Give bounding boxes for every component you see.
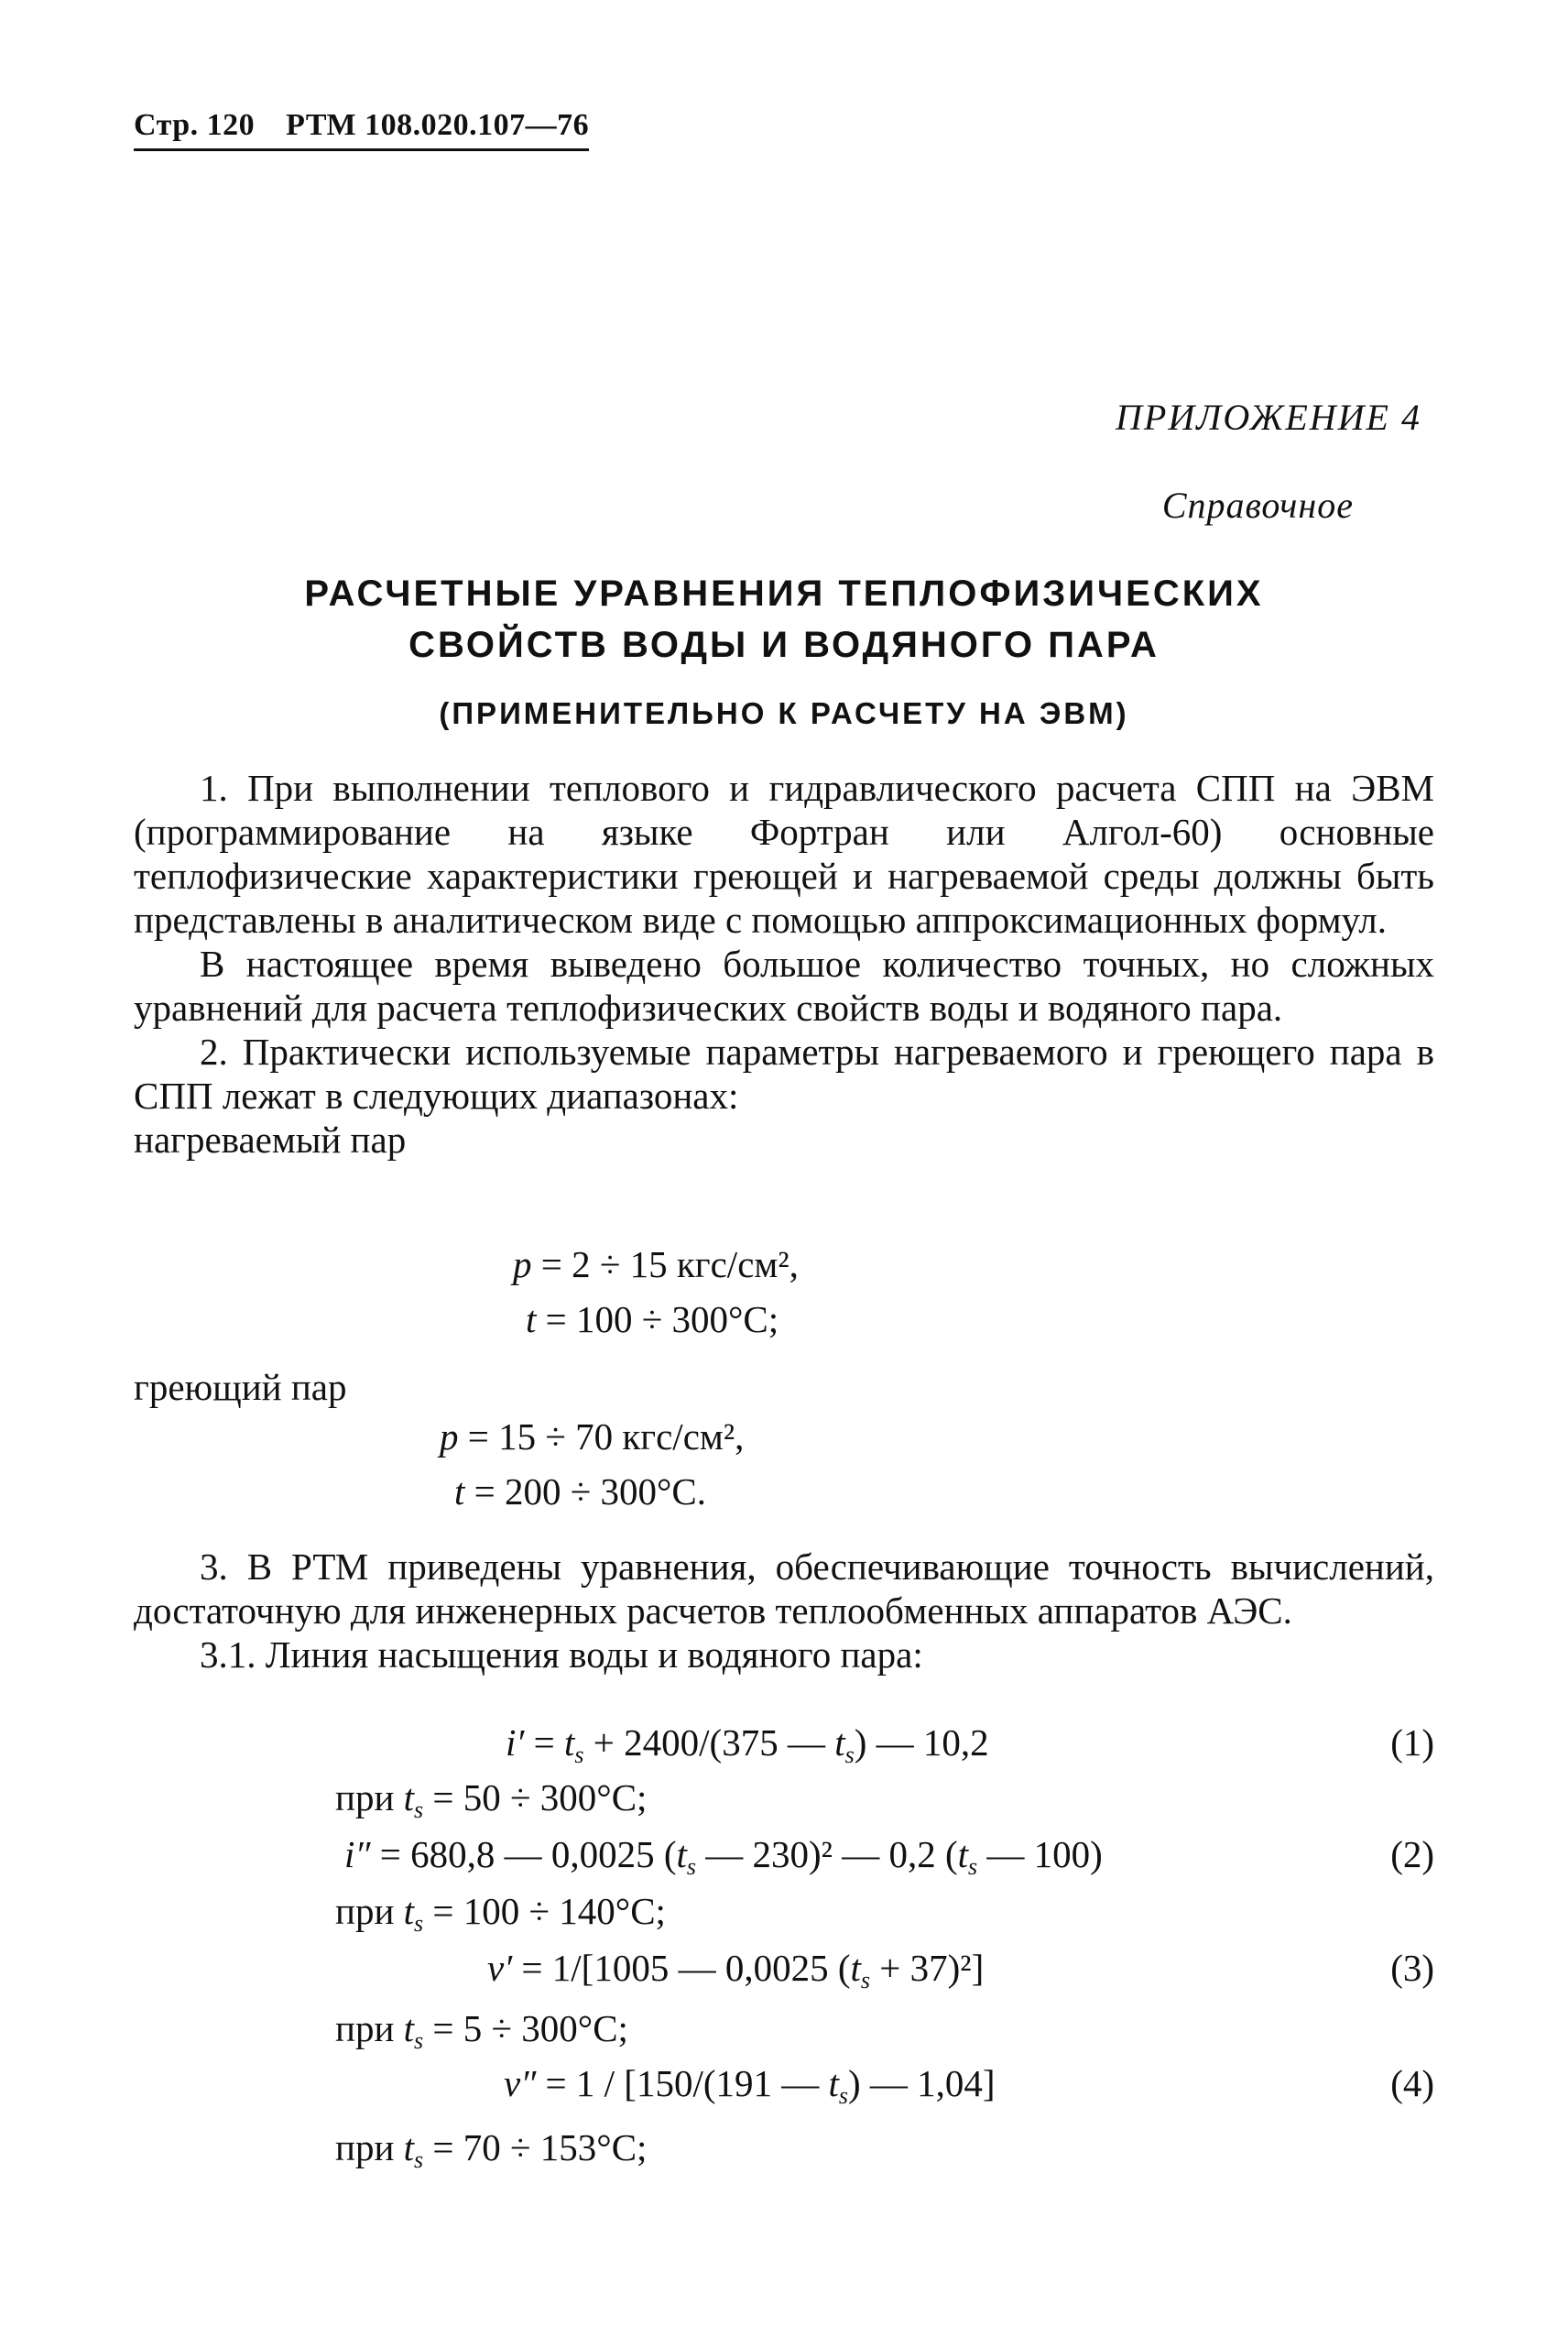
heating-temperature-range [454,1466,706,1517]
paragraph-5: 3.1. Линия насыщения воды и водяного пара: [200,1633,923,1676]
equation-4-condition [335,2125,647,2174]
eq2-ts-2: t [957,1833,969,1875]
cond-2-ts: t [403,1890,415,1932]
page-header [134,108,589,151]
cond-1-ts: t [403,1776,415,1818]
appendix-label: ПРИЛОЖЕНИЕ 4 [1116,397,1421,438]
cond-4-range: = 70 ÷ 153°C; [423,2126,648,2168]
heated-temperature-range [526,1294,779,1345]
equation-1-expression [506,1720,989,1769]
symbol-p: p [440,1415,459,1458]
paragraph-4: 3. В РТМ приведены уравнения, обеспечивающие точность вычислений, достаточную для инженерных расчетов теплообменных аппаратов АЭС. [134,1545,1434,1632]
eq4-ts-1: t [828,2062,839,2104]
eq1-sub-1: s [574,1742,584,1768]
eq3-part-b: + 37)²] [870,1947,985,1989]
symbol-t: t [526,1298,537,1340]
body-section-3 [134,1545,1434,1676]
eq4-part-a: = 1 / [150/(191 — [536,2062,829,2104]
cond-4-sub: s [414,2146,424,2173]
heating-temperature-value: = 200 ÷ 300°C. [464,1470,707,1512]
cond-3-sub: s [414,2027,424,2054]
eq2-lhs: i″ [344,1833,371,1875]
cond-1-prefix: при [335,1776,404,1818]
eq3-lhs: v′ [487,1947,513,1989]
eq4-sub-1: s [838,2082,849,2109]
equation-4-number: (4) [1390,2062,1434,2104]
document-code: РТМ 108.020.107—76 [286,108,590,142]
eq1-ts-2: t [834,1721,845,1764]
heating-steam-label: греющий пар [134,1366,347,1408]
heating-pressure-range [440,1411,744,1462]
eq1-lhs: i′ [506,1721,525,1764]
paragraph-3: 2. Практически используемые параметры нагреваемого и греющего пара в СПП лежат в следующих диапазонах: [134,1031,1434,1117]
cond-2-sub: s [414,1910,424,1937]
cond-3-ts: t [403,2007,415,2049]
cond-1-range: = 50 ÷ 300°C; [423,1776,648,1818]
symbol-t: t [454,1470,465,1512]
eq1-part-c: ) — 10,2 [854,1721,989,1764]
cond-4-ts: t [403,2126,415,2168]
cond-2-range: = 100 ÷ 140°C; [423,1890,666,1932]
heated-temperature-value: = 100 ÷ 300°C; [536,1298,779,1340]
eq2-part-a: = 680,8 — 0,0025 ( [370,1833,677,1875]
equation-3 [134,1946,1434,1997]
eq4-lhs: v″ [504,2062,537,2104]
title-line-2: СВОЙСТВ ВОДЫ И ВОДЯНОГО ПАРА [408,625,1160,665]
eq4-part-b: ) — 1,04] [848,2062,996,2104]
equation-3-expression [487,1946,984,1994]
eq1-part-a: = [524,1721,564,1764]
equation-3-number: (3) [1390,1947,1434,1989]
eq2-sub-2: s [968,1853,978,1880]
equation-1 [134,1720,1434,1772]
cond-1-sub: s [414,1796,424,1823]
heating-steam-label-block [134,1365,1434,1409]
reference-label: Справочное [1161,485,1354,526]
document-subtitle: (ПРИМЕНИТЕЛЬНО К РАСЧЕТУ НА ЭВМ) [439,696,1129,730]
equation-1-number: (1) [1390,1721,1434,1764]
equation-2-number: (2) [1390,1833,1434,1875]
equation-4-expression [504,2061,996,2110]
equation-2-expression [344,1832,1103,1881]
eq3-sub-1: s [860,1967,871,1993]
heated-pressure-value: = 2 ÷ 15 кгс/см², [531,1243,799,1285]
eq2-ts-1: t [676,1833,687,1875]
equation-4 [134,2061,1434,2113]
eq3-part-a: = 1/[1005 — 0,0025 ( [512,1947,851,1989]
symbol-p: p [513,1243,532,1285]
cond-2-prefix: при [335,1890,404,1932]
eq2-sub-1: s [686,1853,697,1880]
equation-1-condition [335,1775,647,1824]
page-number: Стр. 120 [134,108,256,142]
document-title [134,568,1434,671]
heated-steam-label: нагреваемый пар [134,1119,407,1161]
equation-3-condition [335,2006,628,2055]
paragraph-2: В настоящее время выведено большое количество точных, но сложных уравнений для расчета теплофизических свойств воды и водяного пара. [134,943,1434,1029]
eq1-ts-1: t [564,1721,575,1764]
eq3-ts-1: t [850,1947,861,1989]
eq2-part-b: — 230)² — 0,2 ( [696,1833,958,1875]
eq1-sub-2: s [844,1742,855,1768]
cond-4-prefix: при [335,2126,404,2168]
paragraph-1: 1. При выполнении теплового и гидравлического расчета СПП на ЭВМ (программирование на языке Фортран или Алгол-60) основные теплофизические характеристики греющей и нагреваемой среды должны быть представлены в аналитическом виде с помощью аппроксимационных формул. [134,767,1434,941]
equation-2-condition [335,1889,666,1938]
title-line-1: РАСЧЕТНЫЕ УРАВНЕНИЯ ТЕПЛОФИЗИЧЕСКИХ [304,573,1264,614]
heating-pressure-value: = 15 ÷ 70 кгс/см², [458,1415,745,1458]
eq1-part-b: + 2400/(375 — [583,1721,835,1764]
cond-3-prefix: при [335,2007,404,2049]
cond-3-range: = 5 ÷ 300°C; [423,2007,628,2049]
body-section-1 [134,766,1434,1162]
eq2-part-c: — 100) [977,1833,1103,1875]
equation-2 [134,1832,1434,1884]
heated-pressure-range [513,1239,799,1290]
